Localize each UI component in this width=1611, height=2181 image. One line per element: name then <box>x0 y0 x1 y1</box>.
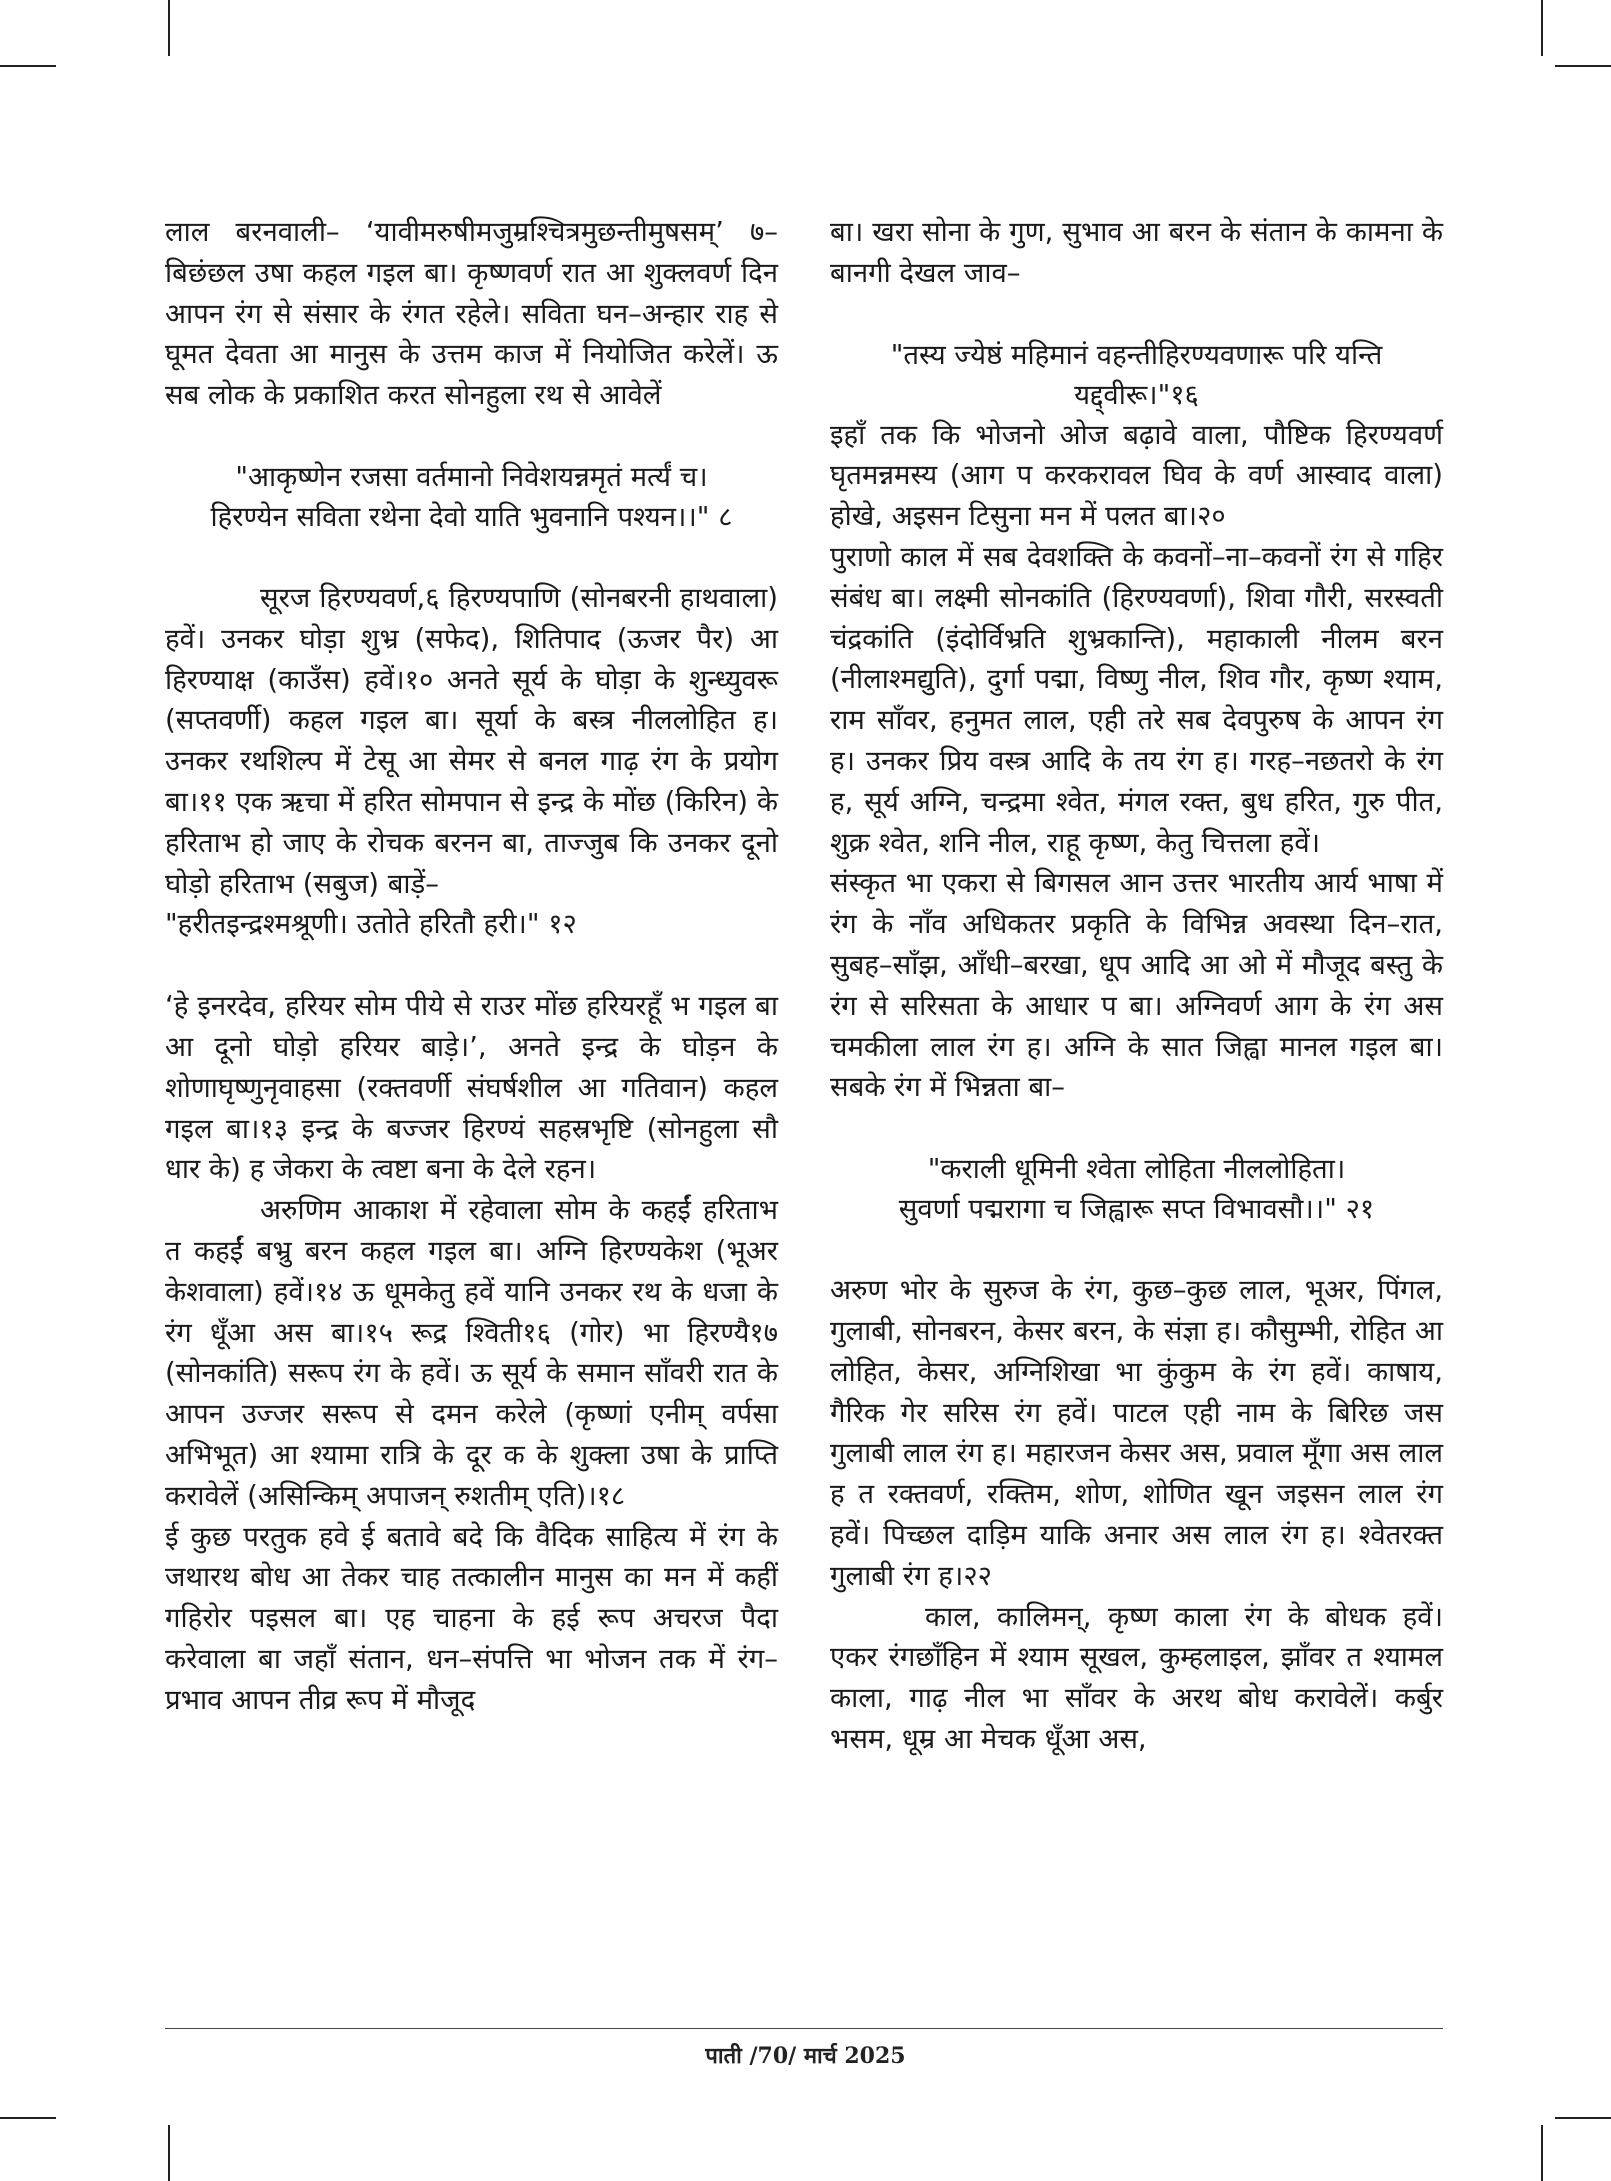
paragraph: पुराणो काल में सब देवशक्ति के कवनों–ना–कवनों रंग से गहिर संबंध बा। लक्ष्मी सोनकांति (हिरण्यवर्णा), शिवा गौरी, सरस्वती चंद्रकांति (इंदोर्विभ्रति शुभ्रकान्ति), महाकाली नीलम बरन (नीलाश्मद्युति), दुर्गा पद्मा, विष्णु नील, शिव गौर, कृष्ण श्याम, राम साँवर, हनुमत लाल, एही तरे सब देवपुरुष के आपन रंग ह। उनकर प्रिय वस्त्र आदि के तय रंग ह। गरह–नछतरो के रंग ह, सूर्य अग्नि, चन्द्रमा श्वेत, मंगल रक्त, बुध हरित, गुरु पीत, शुक्र श्वेत, शनि नील, राहू कृष्ण, केतु चित्तला हवें। <box>830 540 1443 859</box>
paragraph: लाल बरनवाली– ‘यावीमरुषीमजुम्रश्चित्रमुछन्तीमुषसम्’ ७– बिछंछल उषा कहल गइल बा। कृष्णवर्ण रात आ शुक्लवर्ण दिन आपन रंग से संसार के रंगत रहेले। सविता घन–अन्हार राह से घूमत देवता आ मानुस के उत्तम काज में नियोजित करेलें। ऊ सब लोक के प्रकाशित करत सोनहुला रथ से आवेलें <box>165 216 778 412</box>
left-text-column <box>165 212 778 1721</box>
verse-line: यद्द्वीरू।"१६ <box>1074 378 1199 411</box>
crop-mark <box>1555 65 1611 67</box>
verse-line: "तस्य ज्येष्ठं महिमानं वहन्तीहिरण्यवणारू परि यन्ति <box>890 338 1383 371</box>
crop-mark <box>1541 2125 1543 2181</box>
paragraph: अरुण भोर के सुरुज के रंग, कुछ–कुछ लाल, भूअर, पिंगल, गुलाबी, सोनबरन, केसर बरन, के संज्ञा ह। कौसुम्भी, रोहित आ लोहित, केसर, अग्निशिखा भा कुंकुम के रंग हवें। काषाय, गैरिक गेर सरिस रंग हवें। पाटल एही नाम के बिरिछ जस गुलाबी लाल रंग ह। महारजन केसर अस, प्रवाल मूँगा अस लाल ह त रक्तवर्ण, रक्तिम, शोण, शोणित खून जइसन लाल रंग हवें। पिच्छल दाड़िम याकि अनार अस लाल रंग ह। श्वेतरक्त गुलाबी रंग ह।२२ <box>830 1274 1443 1592</box>
paragraph: इहाँ तक कि भोजनो ओज बढ़ावे वाला, पौष्टिक हिरण्यवर्ण घृतमन्नमस्य (आग प करकरावल घिव के वर्ण आस्वाद वाला) होखे, अइसन टिसुना मन में पलत बा।२० <box>830 418 1443 533</box>
spacer <box>165 416 778 457</box>
spacer <box>830 1108 1443 1149</box>
paragraph: सूरज हिरण्यवर्ण,६ हिरण्यपाणि (सोनबरनी हाथवाला) हवें। उनकर घोड़ा शुभ्र (सफेद), शितिपाद (ऊजर पैर) आ हिरण्याक्ष (काउँस) हवें।१० अनते सूर्य के घोड़ा के शुन्ध्युवरू (सप्तवर्णी) कहल गइल बा। सूर्या के बस्त्र नीललोहित ह। उनकर रथशिल्प में टेसू आ सेमर से बनल गाढ़ रंग के प्रयोग बा।११ एक ऋचा में हरित सोमपान से इन्द्र के मोंछ (किरिन) के हरिताभ हो जाए के रोचक बरनन बा, ताज्जुब कि उनकर दूनो घोड़ो हरिताभ (सबुज) बाड़ें– <box>165 581 778 900</box>
paragraph: "हरीतइन्द्रश्मश्रूणी। उतोते हरितौ हरी।" १२ <box>165 908 577 941</box>
paragraph: संस्कृत भा एकरा से बिगसल आन उत्तर भारतीय आर्य भाषा में रंग के नाँव अधिकतर प्रकृति के विभिन्न अवस्था दिन–रात, सुबह–साँझ, आँधी–बरखा, धूप आदि आ ओ में मौजूद बस्तु के रंग से सरिसता के आधार प बा। अग्निवर्ण आग के रंग अस चमकीला लाल रंग ह। अग्नि के सात जिह्वा मानल गइल बा। सबके रंग में भिन्नता बा– <box>830 867 1443 1104</box>
spacer <box>165 945 778 986</box>
footer-rule <box>165 2028 1443 2029</box>
crop-mark <box>1541 0 1543 56</box>
paragraph: ई कुछ परतुक हवे ई बतावे बदे कि वैदिक साहित्य में रंग के जथारथ बोध आ तेकर चाह तत्कालीन मानुस का मन में कहीं गहिरोर पइसल बा। एह चाहना के हई रूप अचरज पैदा करेवाला बा जहाँ संतान, धन–संपत्ति भा भोजन तक में रंग–प्रभाव आपन तीव्र रूप में मौजूद <box>165 1520 778 1716</box>
spacer <box>830 1229 1443 1270</box>
spacer <box>165 537 778 578</box>
crop-mark <box>1555 2117 1611 2119</box>
crop-mark <box>0 2117 56 2119</box>
verse-line: सुवर्णा पद्मरागा च जिह्वारू सप्त विभावसौ।।" २१ <box>898 1193 1375 1226</box>
spacer <box>830 294 1443 335</box>
right-text-column <box>830 212 1443 1760</box>
paragraph: अरुणिम आकाश में रहेवाला सोम के कहईं हरिताभ त कहईं बभ्रु बरन कहल गइल बा। अग्नि हिरण्यकेश (भूअर केशवाला) हवें।१४ ऊ धूमकेतु हवें यानि उनकर रथ के धजा के रंग धूँआ अस बा।१५ रूद्र श्विती१६ (गोर) भा हिरण्यै१७ (सोनकांति) सरूप रंग के हवें। ऊ सूर्य के समान साँवरी रात के आपन उज्जर सरूप से दमन करेले (कृष्णां एनीम् वर्पसा अभिभूत) आ श्यामा रात्रि के दूर क के शुक्ला उषा के प्राप्ति करावेलें (असिन्किम् अपाजन् रुशतीम् एति)।१८ <box>165 1194 778 1512</box>
verse-line: "आकृष्णेन रजसा वर्तमानो निवेशयन्नमृतं मर्त्यं च। <box>235 460 708 493</box>
crop-mark <box>168 2125 170 2181</box>
crop-mark <box>0 65 56 67</box>
verse-line: "कराली धूमिनी श्वेता लोहिता नीललोहिता। <box>927 1153 1346 1186</box>
verse-line: हिरण्येन सविता रथेना देवो याति भुवनानि पश्यन।।" ८ <box>210 500 733 533</box>
crop-mark <box>168 0 170 56</box>
paragraph: काल, कालिमन्, कृष्ण काला रंग के बोधक हवें। एकर रंगछाँहिन में श्याम सूखल, कुम्हलाइल, झाँवर त श्यामल काला, गाढ़ नील भा साँवर के अरथ बोध करावेलें। कर्बुर भसम, धूम्र आ मेचक धूँआ अस, <box>830 1600 1443 1755</box>
paragraph: ‘हे इनरदेव, हरियर सोम पीये से राउर मोंछ हरियरहूँ भ गइल बा आ दूनो घोड़ो हरियर बाड़े।’, अनते इन्द्र के घोड़न के शोणाघृष्णुनृवाहसा (रक्तवर्णी संघर्षशील आ गतिवान) कहल गइल बा।१३ इन्द्र के बज्जर हिरण्यं सहस्रभृष्टि (सोनहुला सौ धार के) ह जेकरा के त्वष्टा बना के देले रहन। <box>165 990 778 1186</box>
page-footer: पाती /70/ मार्च 2025 <box>705 2043 906 2069</box>
paragraph: बा। खरा सोना के गुण, सुभाव आ बरन के संतान के कामना के बानगी देखल जाव– <box>830 216 1443 289</box>
